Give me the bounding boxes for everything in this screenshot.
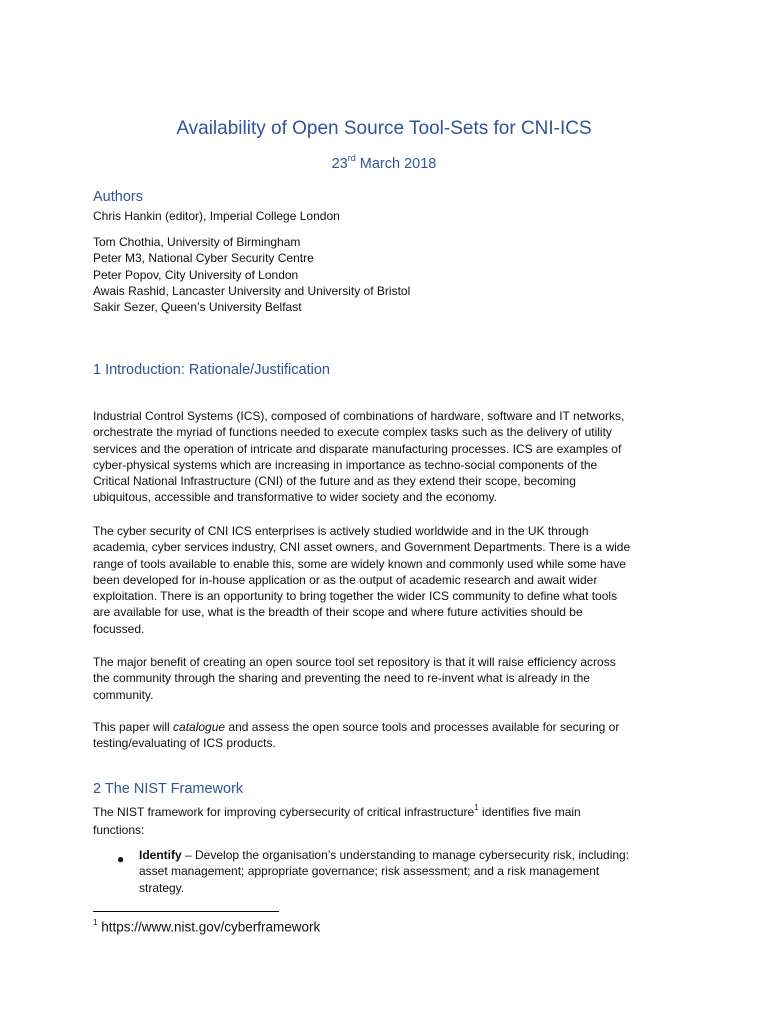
date-day: 23 [331, 155, 348, 172]
bullet-item-identify [139, 847, 699, 896]
text-line: the community through the sharing and preventing the need to re-invent what is already in the [93, 671, 590, 686]
text-run: and assess the open source tools and processes available for securing or [225, 720, 620, 734]
date-rest: March 2018 [355, 155, 437, 172]
section-2-heading: 2 The NIST Framework [93, 781, 244, 797]
footnote-reference[interactable]: 1 [474, 803, 479, 812]
section-1-paragraph-4 [93, 719, 683, 752]
authors-heading: Authors [93, 189, 143, 205]
text-line: ubiquitous, accessible and transformative to wider society and the economy. [93, 490, 497, 505]
author-editor: Chris Hankin (editor), Imperial College London [93, 209, 340, 223]
text-run: – Develop the organisation’s understanding to manage cybersecurity risk, including: [181, 848, 630, 862]
footnote-divider [93, 911, 279, 912]
footnote-link[interactable]: https://www.nist.gov/cyberframework [97, 919, 321, 935]
document-title: Availability of Open Source Tool-Sets for CNI-ICS [176, 118, 592, 139]
text-line: academia, cyber services industry, CNI asset owners, and Government Departments. There is a wide [93, 540, 631, 555]
text-line: exploitation. There is an opportunity to bring together the wider ICS community to define what tools [93, 589, 618, 604]
document-date [0, 154, 768, 172]
footnote [93, 919, 320, 935]
text-line: testing/evaluating of ICS products. [93, 736, 276, 751]
text-line: The major benefit of creating an open source tool set repository is that it will raise efficiency across [93, 655, 616, 669]
section-1-paragraph-3 [93, 654, 683, 703]
bullet-icon: ● [117, 852, 125, 866]
text-line: services and the operation of intricate and disparate manufacturing processes. ICS are examples of [93, 441, 622, 456]
text-line: are available for use, what is the breadth of their scope and where future activities should be [93, 605, 583, 620]
author-item: Tom Chothia, University of Birmingham [93, 235, 301, 249]
text-line: functions: [93, 823, 145, 837]
text-run: identifies five main [478, 805, 581, 819]
text-line: Critical National Infrastructure (CNI) of the future and as they extend their scope, becoming [93, 474, 576, 489]
emphasis-text: catalogue [173, 720, 226, 734]
text-line: focussed. [93, 621, 145, 636]
author-item: Sakir Sezer, Queen’s University Belfast [93, 300, 302, 314]
section-1-paragraph-1 [93, 408, 683, 506]
text-line [93, 719, 683, 735]
text-line: cyber-physical systems which are increasing in importance as techno-social components of the [93, 457, 598, 472]
text-line: range of tools available to enable this, some are widely known and commonly used while some have [93, 556, 626, 571]
section-1-paragraph-2 [93, 523, 683, 637]
text-line: strategy. [139, 880, 185, 895]
text-line: orchestrate the myriad of functions needed to execute complex tasks such as the delivery of utility [93, 425, 612, 440]
text-run: This paper will [93, 720, 174, 734]
text-line [139, 847, 699, 863]
footnote-number: 1 [93, 918, 98, 927]
text-line: Industrial Control Systems (ICS), composed of combinations of hardware, software and IT networks, [93, 409, 625, 423]
author-item: Peter Popov, City University of London [93, 268, 299, 282]
text-line: asset management; appropriate governance; risk assessment; and a risk management [139, 864, 600, 879]
text-line: The cyber security of CNI ICS enterprises is actively studied worldwide and in the UK through [93, 524, 589, 538]
author-item: Awais Rashid, Lancaster University and University of Bristol [93, 284, 411, 298]
bullet-term: Identify [139, 848, 182, 862]
text-line [93, 800, 683, 821]
text-line: community. [93, 687, 154, 702]
section-2-intro [93, 800, 683, 839]
section-1-heading: 1 Introduction: Rationale/Justification [93, 362, 330, 378]
date-suffix: rd [347, 153, 356, 163]
text-line: been developed for in-house application or as the output of academic research and await wider [93, 572, 598, 587]
text-run: The NIST framework for improving cybersecurity of critical infrastructure [93, 805, 475, 819]
author-item: Peter M3, National Cyber Security Centre [93, 251, 314, 265]
